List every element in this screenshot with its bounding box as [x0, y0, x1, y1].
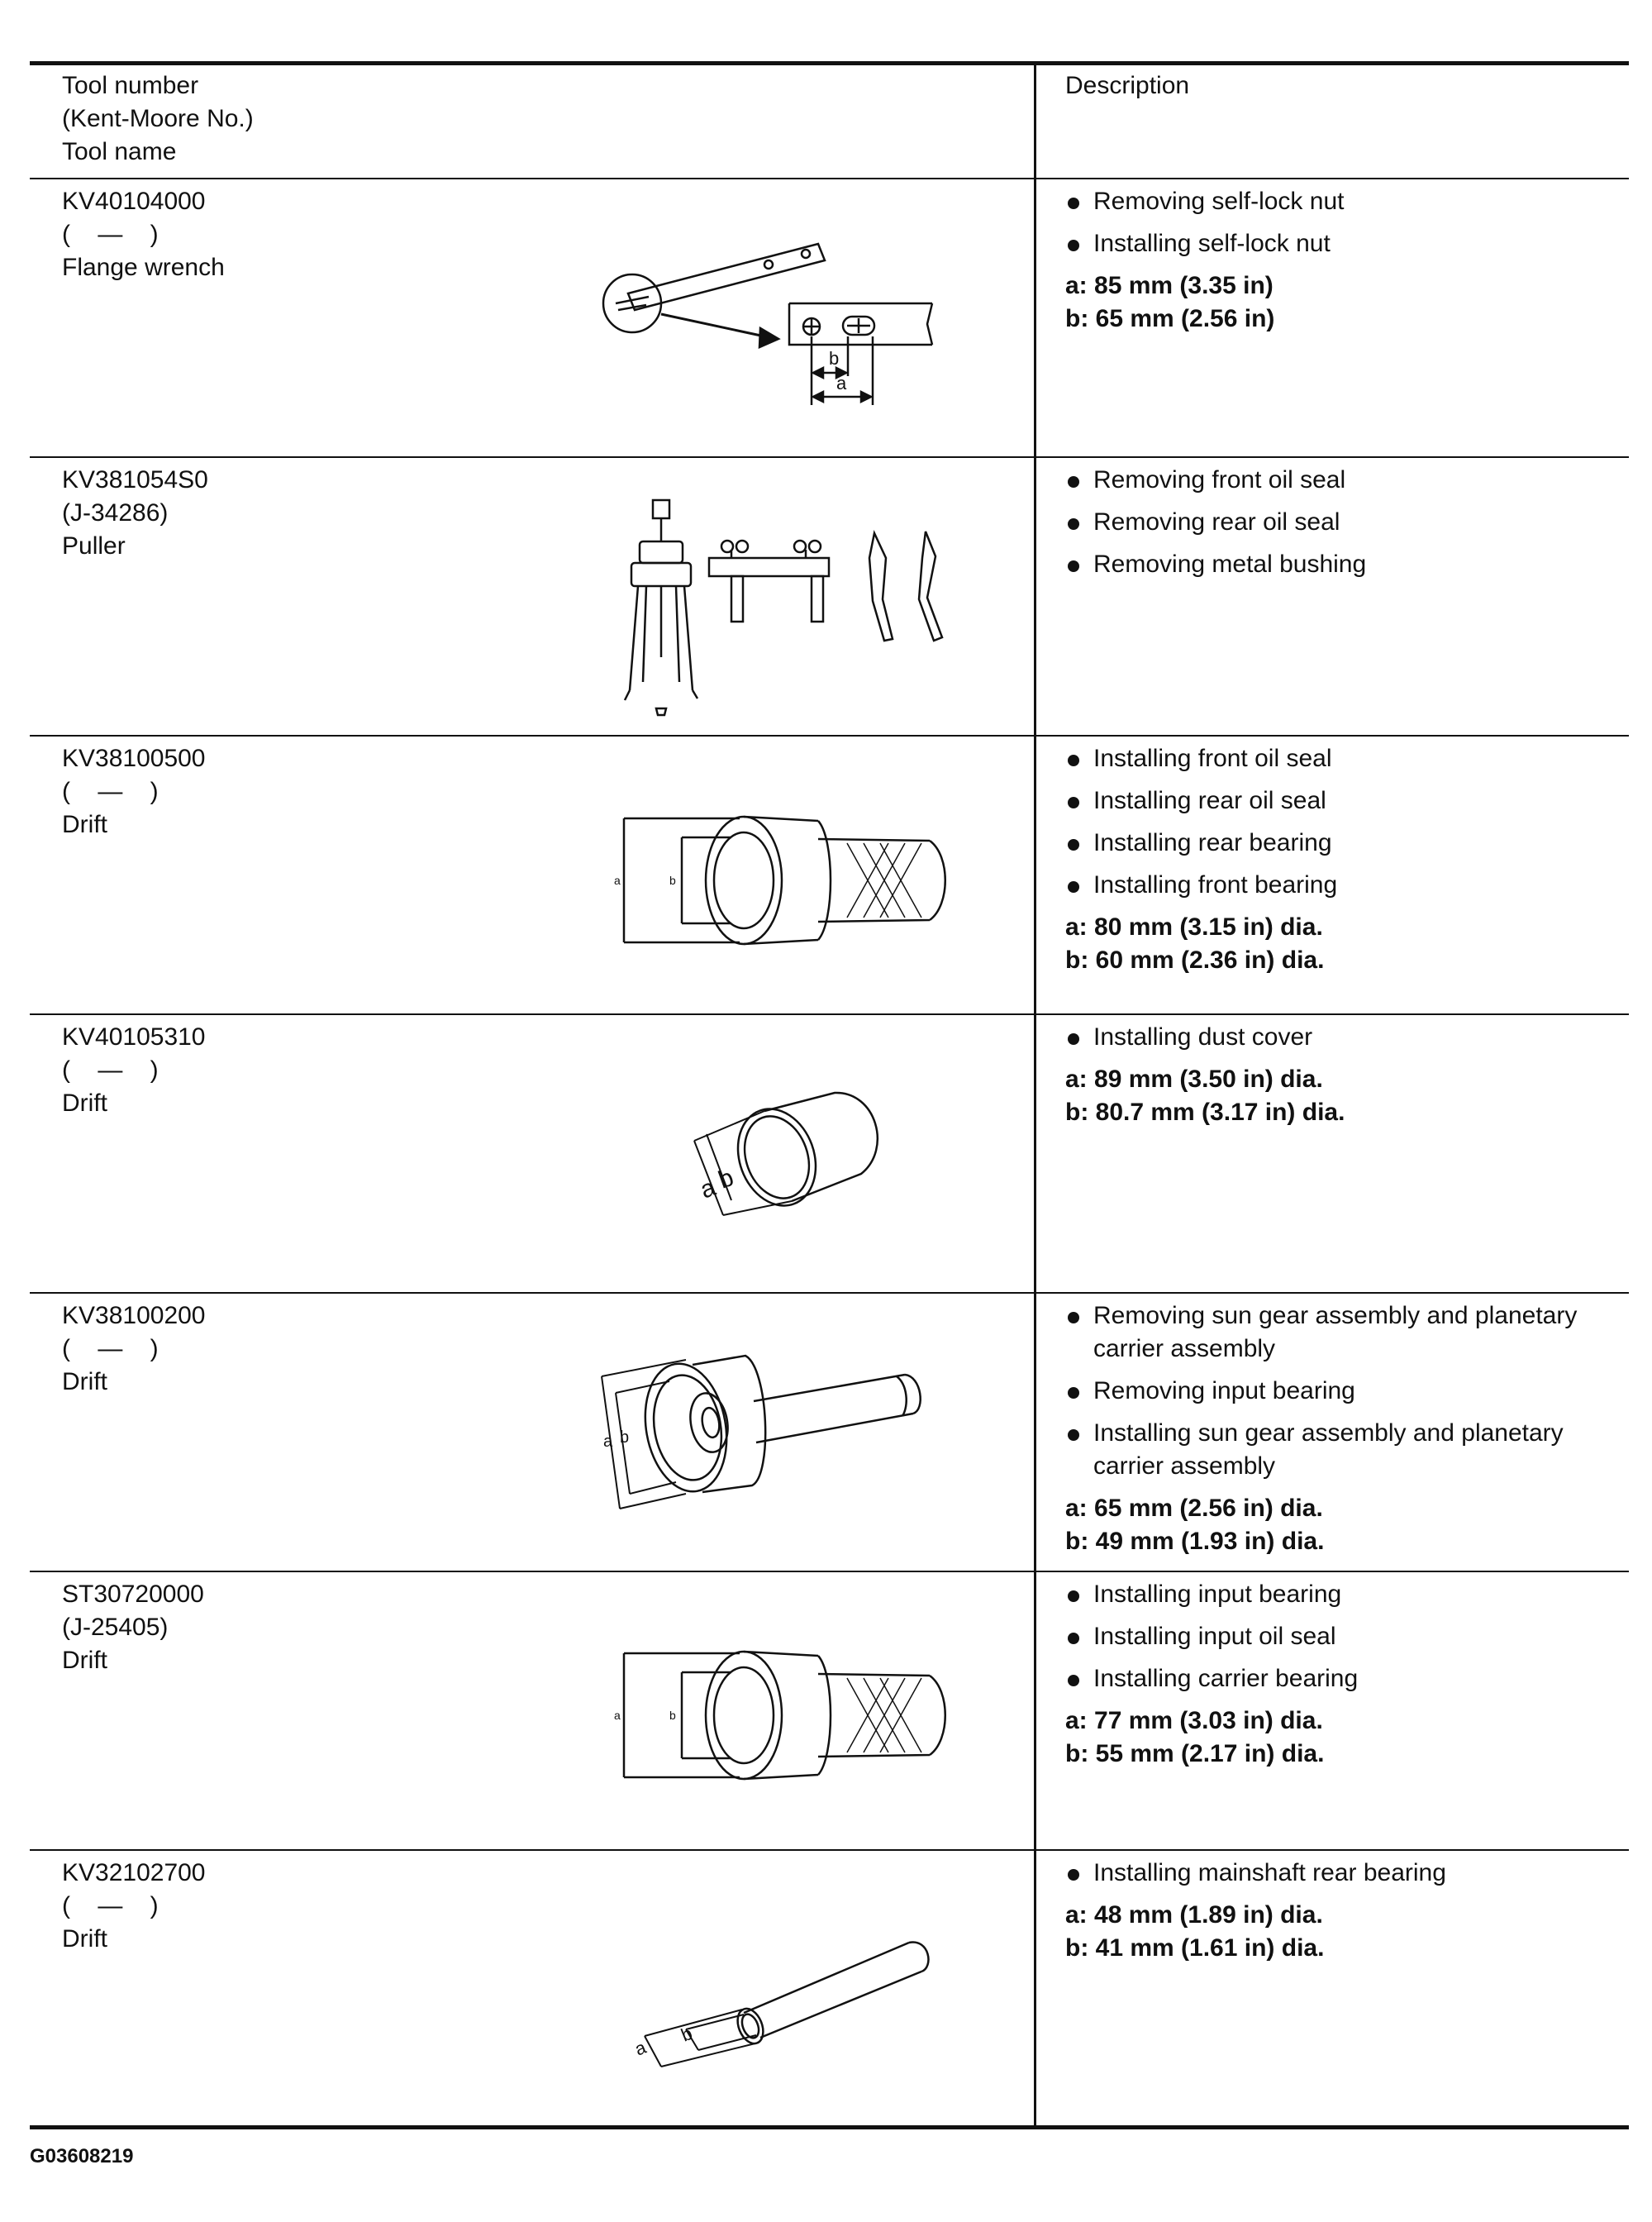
dim-label-a: a — [614, 1709, 621, 1722]
dim-label-a: a — [697, 1173, 720, 1204]
row-5-tool — [62, 1299, 206, 1399]
column-divider — [1034, 65, 1036, 2125]
dim-label-a: a — [631, 2036, 650, 2060]
row-divider — [30, 178, 1629, 179]
dim-label-a: a — [603, 1433, 613, 1451]
description-bullet: Installing front bearing — [1065, 869, 1611, 902]
dim-label-a: a — [614, 874, 621, 887]
row-divider — [30, 1292, 1629, 1294]
kent-moore-number: ( — ) — [62, 1892, 159, 1919]
spec-a: a: 89 mm (3.50 in) dia. — [1065, 1066, 1323, 1093]
row-7-tool — [62, 1857, 206, 1956]
header-kent-moore: (Kent-Moore No.) — [62, 105, 254, 132]
row-5-description — [1065, 1299, 1611, 1558]
row-3-description — [1065, 742, 1611, 977]
row-6-description — [1065, 1578, 1611, 1771]
tool-name: Puller — [62, 532, 126, 560]
spec-a: a: 48 mm (1.89 in) dia. — [1065, 1901, 1323, 1929]
description-bullet: Installing input oil seal — [1065, 1620, 1611, 1653]
header-tool-number: Tool number — [62, 72, 199, 99]
description-bullet: Installing rear bearing — [1065, 827, 1611, 860]
dim-label-b: b — [715, 1163, 738, 1194]
row-divider — [30, 735, 1629, 737]
description-bullet: Installing rear oil seal — [1065, 784, 1611, 818]
tool-number: KV38100200 — [62, 1302, 206, 1329]
spec-b: b: 49 mm (1.93 in) dia. — [1065, 1528, 1325, 1555]
tool-number: KV40105310 — [62, 1023, 206, 1051]
row-divider — [30, 1849, 1629, 1851]
row-2-tool — [62, 464, 208, 563]
spec-b: b: 65 mm (2.56 in) — [1065, 305, 1275, 332]
spec-b: b: 80.7 mm (3.17 in) dia. — [1065, 1099, 1345, 1126]
kent-moore-number: ( — ) — [62, 221, 159, 248]
dim-label-b: b — [620, 1428, 630, 1447]
tool-name: Drift — [62, 1925, 107, 1953]
tool-name: Drift — [62, 1090, 107, 1117]
row-3-tool — [62, 742, 206, 842]
tool-name: Flange wrench — [62, 254, 225, 281]
description-bullet: Installing front oil seal — [1065, 742, 1611, 775]
row-4-description — [1065, 1021, 1611, 1129]
tool-name: Drift — [62, 1647, 107, 1674]
puller-illustration — [595, 492, 967, 723]
spec-b: b: 60 mm (2.36 in) dia. — [1065, 946, 1325, 974]
row-divider — [30, 1013, 1629, 1015]
tool-number: ST30720000 — [62, 1581, 204, 1608]
description-bullet: Installing carrier bearing — [1065, 1662, 1611, 1695]
tool-number: KV32102700 — [62, 1859, 206, 1886]
row-1-tool — [62, 185, 225, 284]
description-bullet: Removing input bearing — [1065, 1375, 1611, 1408]
header-left — [62, 69, 254, 169]
row-divider — [30, 456, 1629, 458]
dim-label-a: a — [836, 373, 847, 393]
row-2-description — [1065, 464, 1611, 590]
row-4-tool — [62, 1021, 206, 1120]
row-divider — [30, 1571, 1629, 1572]
drift-mainshaft-illustration — [628, 1914, 942, 2071]
description-bullet: Removing sun gear assembly and planetary carrier assembly — [1065, 1299, 1606, 1366]
description-bullet: Installing self-lock nut — [1065, 227, 1611, 260]
description-bullet: Installing sun gear assembly and planetary carrier assembly — [1065, 1417, 1606, 1483]
row-1-description — [1065, 185, 1611, 336]
description-bullet: Removing metal bushing — [1065, 548, 1611, 581]
tool-number: KV381054S0 — [62, 466, 208, 494]
drift-sun-gear-illustration — [595, 1352, 942, 1517]
kent-moore-number: (J-34286) — [62, 499, 169, 527]
kent-moore-number: ( — ) — [62, 778, 159, 805]
dim-label-b: b — [669, 874, 676, 887]
dim-label-b: b — [829, 348, 840, 369]
spec-b: b: 41 mm (1.61 in) dia. — [1065, 1934, 1325, 1962]
row-6-tool — [62, 1578, 204, 1677]
kent-moore-number: ( — ) — [62, 1335, 159, 1362]
spec-a: a: 80 mm (3.15 in) dia. — [1065, 913, 1323, 941]
description-bullet: Installing input bearing — [1065, 1578, 1611, 1611]
dim-label-b: b — [678, 2022, 696, 2046]
kent-moore-number: ( — ) — [62, 1056, 159, 1084]
dim-label-b: b — [669, 1709, 676, 1722]
spec-a: a: 65 mm (2.56 in) dia. — [1065, 1495, 1323, 1522]
tool-name: Drift — [62, 1368, 107, 1395]
spec-a: a: 77 mm (3.03 in) dia. — [1065, 1707, 1323, 1734]
description-bullet: Installing dust cover — [1065, 1021, 1611, 1054]
tool-number: KV40104000 — [62, 188, 206, 215]
drift-input-bearing-illustration — [607, 1641, 963, 1790]
header-tool-name: Tool name — [62, 138, 177, 165]
figure-code: G03608219 — [30, 2145, 134, 2167]
tool-name: Drift — [62, 811, 107, 838]
drift-illustration — [607, 806, 963, 955]
spec-b: b: 55 mm (2.17 in) dia. — [1065, 1740, 1325, 1767]
tool-number: KV38100500 — [62, 745, 206, 772]
spec-a: a: 85 mm (3.35 in) — [1065, 272, 1274, 299]
header-description: Description — [1065, 72, 1190, 99]
description-bullet: Removing front oil seal — [1065, 464, 1611, 497]
table-top-rule — [30, 61, 1629, 65]
description-bullet: Removing self-lock nut — [1065, 185, 1611, 218]
description-bullet: Removing rear oil seal — [1065, 506, 1611, 539]
description-bullet: Installing mainshaft rear bearing — [1065, 1857, 1611, 1890]
table-bottom-rule — [30, 2125, 1629, 2129]
flange-wrench-illustration — [595, 227, 942, 417]
row-7-description — [1065, 1857, 1611, 1965]
kent-moore-number: (J-25405) — [62, 1614, 169, 1641]
drift-dust-cover-illustration — [686, 1083, 917, 1240]
